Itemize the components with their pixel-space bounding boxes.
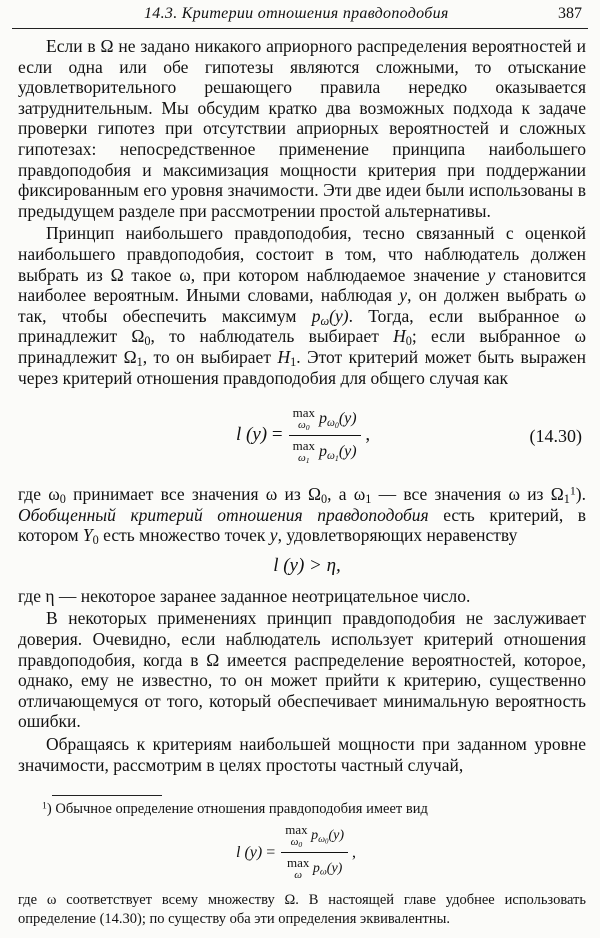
equation-14-30: l (y) = max $\omega_0$ $p_{\omega_0}(y)$ max $\omega_1$ $p_{\omega_1}(y)$ , (14.30) (236, 405, 582, 466)
section-title: 14.3. Критерии отношения правдоподобия (144, 5, 449, 22)
footnote-text: где ω соответствует всему множеству Ω. В настоящей главе удобнее использовать определение (14.30); по существу оба эти определения эквивалентны. (18, 892, 586, 927)
header-rule (12, 28, 588, 29)
equation-number: (14.30) (529, 426, 582, 447)
footnote-intro: $^1$) Обычное определение отношения правдоподобия имеет вид (42, 800, 428, 817)
paragraph-4: где η — некоторое заранее заданное неотрицательное число. (18, 585, 471, 606)
footnote-rule (52, 795, 162, 796)
running-header (12, 2, 588, 28)
inequality: l (y) > η, (273, 554, 341, 576)
paragraph-5: В некоторых применениях принцип правдоподобия не заслуживает доверия. Очевидно, если наблюдатель использует критерий отношения правдоподобия, когда в Ω имеется распределение вероятностей, которое, однако, ему не известно, то он может прийти к критерию, существенно отличающемуся от того, который обеспечивает минимальную вероятность ошибки. (18, 608, 586, 732)
body-text (18, 36, 586, 775)
footnote (18, 800, 586, 929)
page-number: 387 (558, 5, 582, 22)
paragraph-2: Принцип наибольшего правдоподобия, тесно связанный с оценкой наибольшего правдоподобия, состоит в том, что наблюдатель должен выбрать из Ω такое ω, при котором наблюдаемое значение y становится наиболее вероятным. Иными словами, наблюдая y, он должен выбрать ω так, чтобы обеспечить максимум $p_\omega(y)$. Тогда, если выбранное ω принадлежит $\Omega_0$, то наблюдатель выбирает $H_0$; если выбранное ω принадлежит $\Omega_1$, то он выбирает $H_1$. Этот критерий может быть выражен через критерий отношения правдоподобия для общего случая как (18, 223, 586, 388)
paragraph-1: Если в Ω не задано никакого априорного распределения вероятностей и если одна или обе гипотезы являются сложными, то отыскание удовлетворительного решающего правила нередко оказывается затруднительным. Мы обсудим кратко два возможных подхода к задаче проверки гипотез при отсутствии априорных вероятностей и сложных гипотезах: непосредственное применение принципа наибольшего правдоподобия и максимизация мощности критерия при поддержании фиксированным его уровня значимости. Эти две идеи были использованы в предыдущем разделе при рассмотрении простой альтернативы. (18, 36, 586, 221)
footnote-equation: l (y) = max $\omega_0$ $p_{\omega_0}(y)$ max ω $p_\omega(y)$ , (236, 822, 357, 881)
paragraph-6: Обращаясь к критериям наибольшей мощности при заданном уровне значимости, рассмотрим в целях простоты частный случай, (18, 734, 586, 775)
paragraph-3: где $\omega_0$ принимает все значения ω из $\Omega_0$, а $\omega_1$ — все значения ω из $\Omega_1^1$). Обобщенный критерий отношения правдоподобия есть критерий, в котором $Y_0$ есть множество точек y, удовлетворяющих неравенству (18, 483, 586, 548)
footnote-reference: 1 (569, 483, 576, 498)
